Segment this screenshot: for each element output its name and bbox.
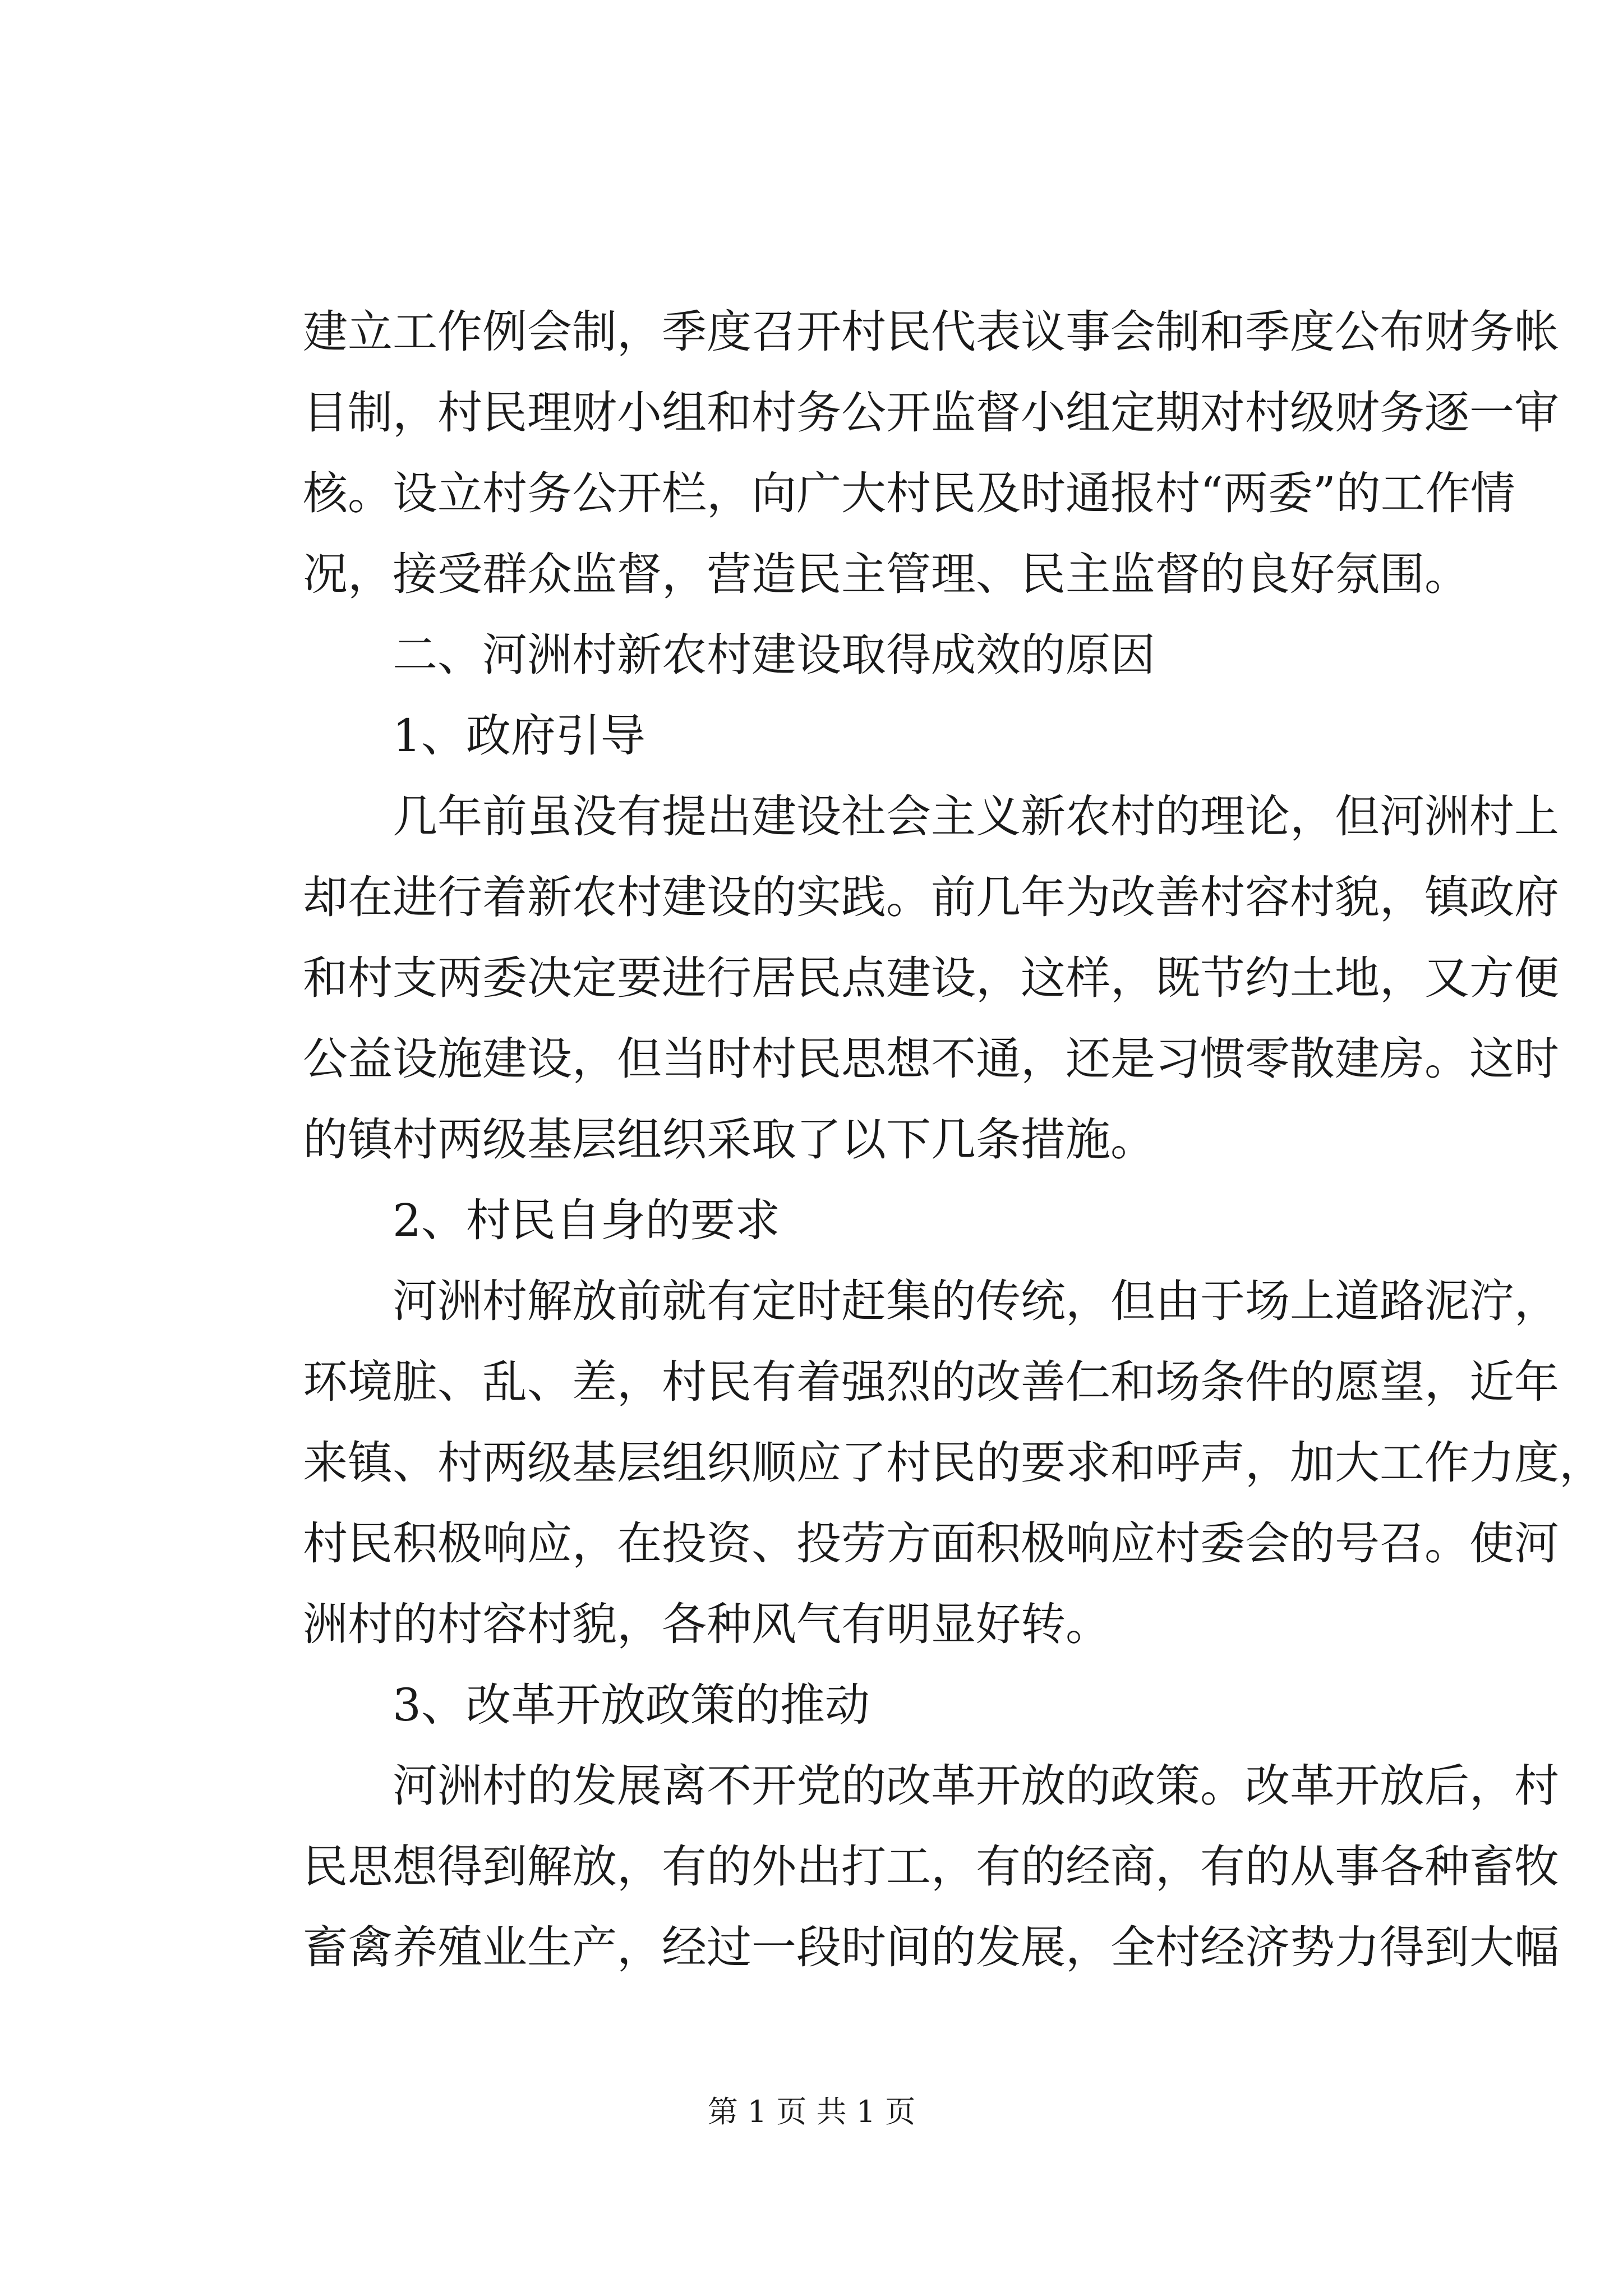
text-line: 建立工作例会制，季度召开村民代表议事会制和季度公布财务帐 bbox=[303, 306, 1559, 358]
subsection-heading: 2、村民自身的要求 bbox=[393, 1194, 780, 1246]
text-line: 畜禽养殖业生产，经过一段时间的发展，全村经济势力得到大幅 bbox=[303, 1921, 1559, 1973]
text-line: 河洲村的发展离不开党的改革开放的政策。改革开放后，村 bbox=[393, 1760, 1559, 1812]
subsection-heading: 3、改革开放政策的推动 bbox=[393, 1679, 870, 1731]
text-line: 河洲村解放前就有定时赶集的传统，但由于场上道路泥泞， bbox=[393, 1275, 1559, 1327]
text-line: 村民积极响应，在投资、投劳方面积极响应村委会的号召。使河 bbox=[303, 1517, 1559, 1570]
section-heading: 二、河洲村新农村建设取得成效的原因 bbox=[393, 629, 1155, 681]
text-line: 目制，村民理财小组和村务公开监督小组定期对村级财务逐一审 bbox=[303, 386, 1559, 439]
text-line: 环境脏、乱、差，村民有着强烈的改善仁和场条件的愿望，近年 bbox=[303, 1356, 1559, 1408]
text-line: 核。设立村务公开栏，向广大村民及时通报村“两委”的工作情 bbox=[303, 467, 1515, 519]
text-line: 几年前虽没有提出建设社会主义新农村的理论，但河洲村上 bbox=[393, 790, 1559, 843]
text-line: 况，接受群众监督，营造民主管理、民主监督的良好氛围。 bbox=[303, 548, 1469, 600]
text-line: 来镇、村两级基层组织顺应了村民的要求和呼声，加大工作力度， bbox=[303, 1437, 1604, 1489]
text-line: 的镇村两级基层组织采取了以下几条措施。 bbox=[303, 1114, 1155, 1166]
text-line: 民思想得到解放，有的外出打工，有的经商，有的从事各种畜牧 bbox=[303, 1841, 1559, 1893]
page-footer: 第 1 页 共 1 页 bbox=[707, 2094, 916, 2129]
text-line: 和村支两委决定要进行居民点建设，这样，既节约土地，又方便 bbox=[303, 952, 1559, 1004]
text-line: 公益设施建设，但当时村民思想不通，还是习惯零散建房。这时 bbox=[303, 1033, 1559, 1085]
text-line: 洲村的村容村貌，各种风气有明显好转。 bbox=[303, 1598, 1110, 1650]
subsection-heading: 1、政府引导 bbox=[393, 710, 645, 762]
document-body bbox=[303, 292, 1604, 1988]
text-line: 却在进行着新农村建设的实践。前几年为改善村容村貌，镇政府 bbox=[303, 871, 1559, 923]
